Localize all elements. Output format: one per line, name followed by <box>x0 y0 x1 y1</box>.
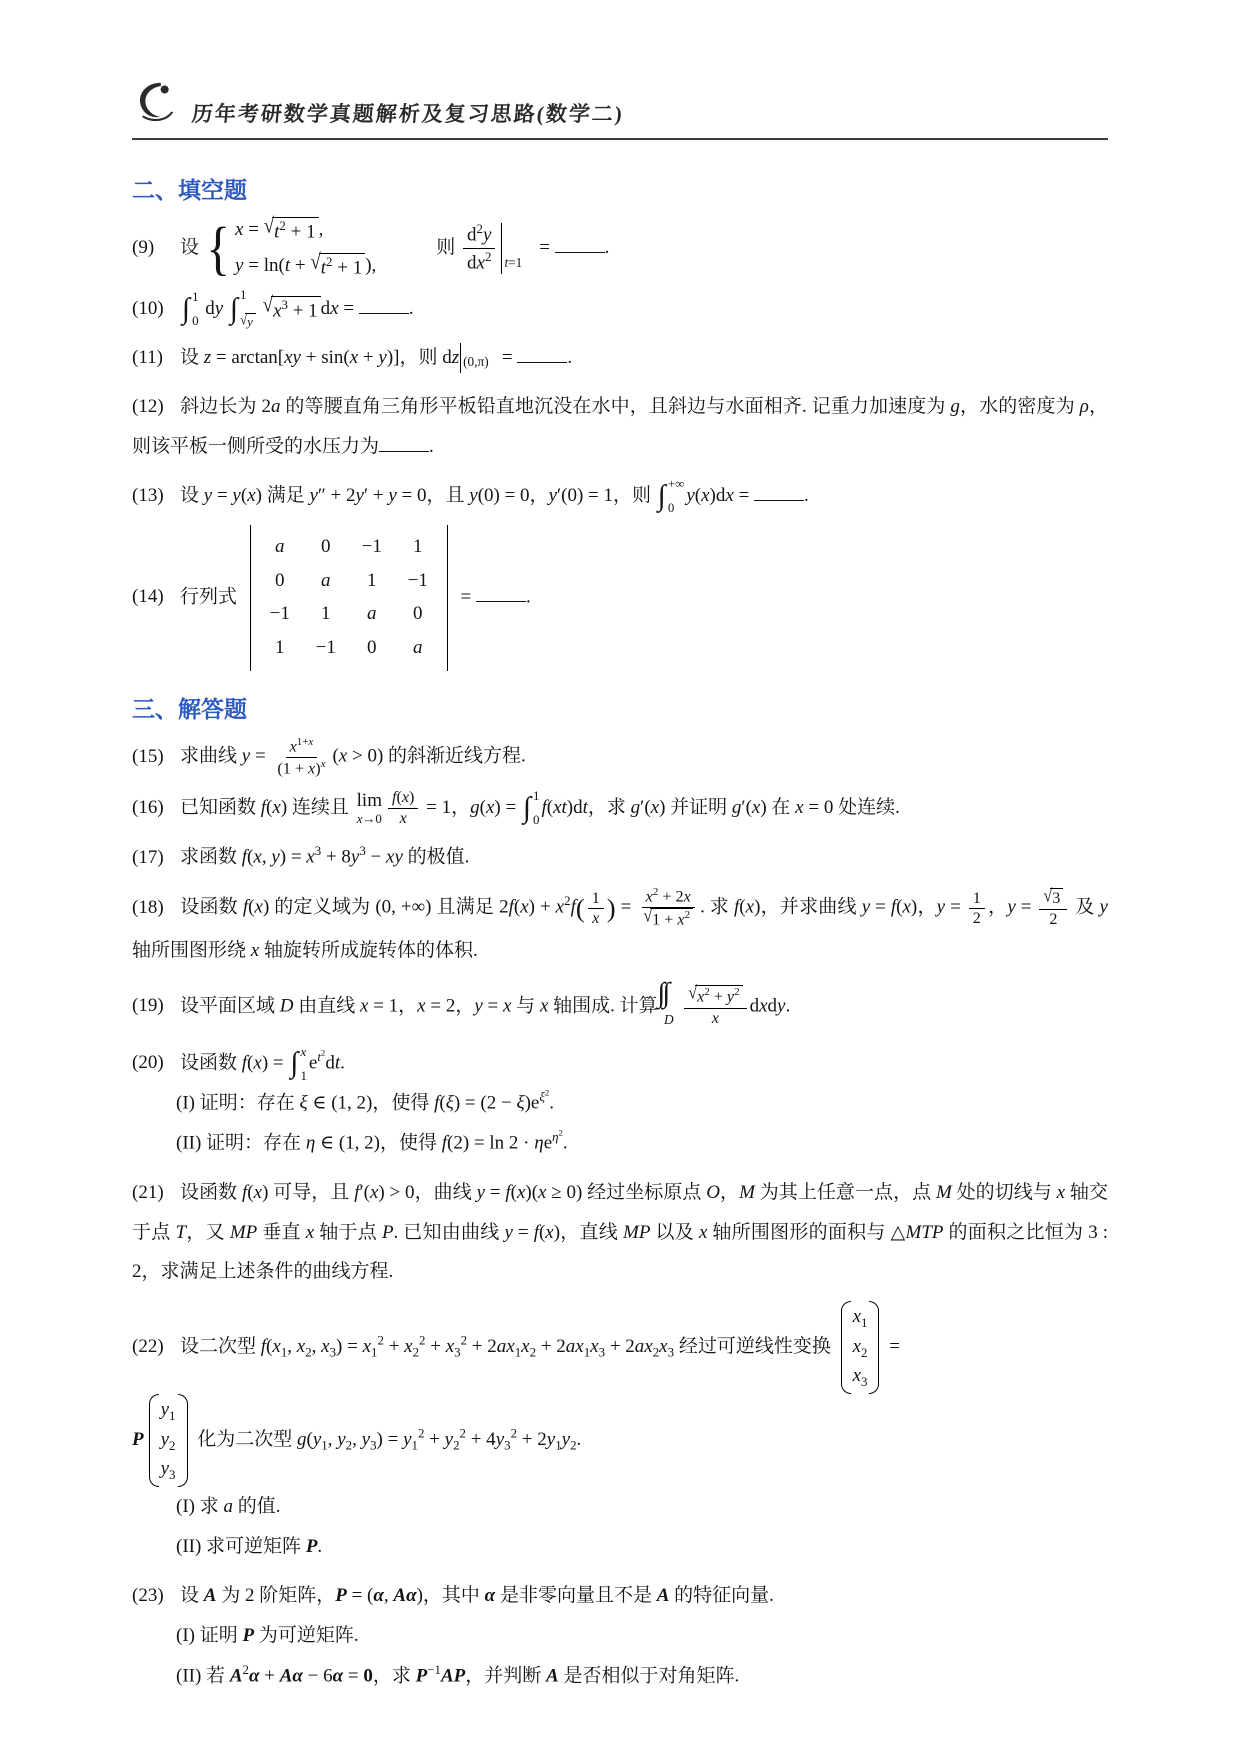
problem-number: (21) <box>132 1181 164 1203</box>
problem-body: (9) 设 { x = √ $t^2 + 1$ , y = ln(t + √ $t^2 + 1$ ), 则 $\frac{d^2y}{dx^2}$ t=1 = . <box>132 214 610 282</box>
problem-22 <box>132 1301 1108 1567</box>
problem-number: (15) <box>132 745 164 767</box>
problem-body: (11) 设 z = arctan[xy + sin(x + y)]，则 dz (0,π) = . <box>132 338 1108 378</box>
problem-body: (10) ∫ 1 0 dy ∫ 1 √ y √ $x^3 + 1$ dx = . <box>132 287 414 330</box>
problem-number: (9) <box>132 236 155 258</box>
problem-body: (18) 设函数 f(x) 的定义域为 (0, +∞) 且满足 $2f(x) + x^2f$( $\frac{1}{x}$ ) = $x^2 + 2x$ √ $1 + x^2$ . 求 f(x)，并求曲线 y = f(x)，y = $\frac{1}{2}$ ，y = √ 3 2 及 y 轴所围图形绕 x 轴旋转所成旋转体的体积. <box>132 886 1108 961</box>
problem-21 <box>132 1173 1108 1293</box>
evaluation-bar: (0,π) <box>460 343 461 372</box>
problem-13 <box>132 476 1108 516</box>
problem-17 <box>132 837 1108 877</box>
integral: ∫ x 1 <box>290 1043 307 1083</box>
problem-15 <box>132 736 1108 779</box>
problem-number: (16) <box>132 796 164 818</box>
inner-integral: ∫ 1 √ y <box>230 291 256 328</box>
integral: ∫ 1 0 <box>522 787 540 827</box>
problem-number: (22) <box>132 1336 164 1358</box>
answer-blank <box>476 584 526 602</box>
problem-body: (15) 求曲线 y = $\frac{x^{1+x}}{(1 + x)^x}$ (x > 0) 的斜渐近线方程. <box>132 736 526 778</box>
evaluation-bar: t=1 <box>501 223 502 274</box>
problem-body: (21) 设函数 f(x) 可导，且 f′(x) > 0，曲线 y = f(x)(x ≥ 0) 经过坐标原点 O，M 为其上任意一点，点 M 处的切线与 x 轴交于点 T，又 MP 垂直 x 轴于点 P. 已知由曲线 y = f(x)，直线 MP 以及 x 轴所围图形的面积与 △MTP 的面积之比恒为 3 : 2，求满足上述条件的曲线方程. <box>132 1173 1108 1293</box>
problem-line: (I) 证明：存在 ξ ∈ (1, 2)，使得 $f(\xi) = (2 - \xi)e^{\xi^2}$. <box>176 1087 555 1114</box>
problem-body: (17) 求函数 f(x, $y) = x^3 + 8y^3$ − xy 的极值. <box>132 837 1108 877</box>
problem-body: (13) 设 y = y(x) 满足 y″ + 2y′ + y = 0，且 y(0) = 0，y′(0) = 1，则 ∫ +∞ 0 y(x)dx = . <box>132 475 809 515</box>
problem-line: (I) 求 a 的值. <box>176 1496 281 1518</box>
left-brace: { <box>205 216 230 282</box>
problem-20 <box>132 1043 1108 1164</box>
swirl-moon-logo-icon <box>132 78 182 128</box>
problem-number: (13) <box>132 484 164 506</box>
column-vector-y: $y_1$ $y_2$ $y_3$ <box>149 1394 188 1487</box>
problem-10 <box>132 289 1108 329</box>
problem-line: (II) 若 $A^2\alpha + A\alpha - 6\alpha = 0$，求 $P^{-1}AP$，并判断 A 是否相似于对角矩阵. <box>176 1661 740 1687</box>
problem-body: (20) 设函数 f(x) = ∫ x 1 $e^{t^2}dt$. <box>132 1043 345 1083</box>
problem-body: (12) 斜边长为 2a 的等腰直角三角形平板铅直地沉没在水中，且斜边与水面相齐. 记重力加速度为 g，水的密度为 ρ，则该平板一侧所受的水压力为 . <box>132 387 1108 467</box>
problem-line: P $y_1$ $y_2$ $y_3$ 化为二次型 $g(y_1$, $y_2$, $y_3) = y_1^2 + y_2^2 + 4y_3^2 + 2y_1y_2$. <box>132 1394 1108 1487</box>
problem-number: (20) <box>132 1052 164 1074</box>
answer-blank <box>754 483 804 501</box>
column-vector-x: $x_1$ $x_2$ $x_3$ <box>841 1301 880 1394</box>
brand-title: 历年考研数学真题解析及复习思路(数学二) <box>190 102 625 126</box>
page-header <box>132 78 1108 140</box>
problem-number: (14) <box>132 586 164 608</box>
answer-blank <box>379 434 429 452</box>
problem-number: (23) <box>132 1584 164 1606</box>
answer-blank <box>359 296 409 314</box>
problem-number: (19) <box>132 995 164 1017</box>
section-title: 二、填空题 <box>132 177 247 203</box>
problem-number: (12) <box>132 395 164 417</box>
problem-number: (18) <box>132 896 164 918</box>
improper-integral: ∫ +∞ 0 <box>657 475 685 515</box>
answer-blank <box>555 235 605 253</box>
problem-number: (11) <box>132 347 163 369</box>
answer-blank <box>517 345 567 363</box>
problem-9 <box>132 214 1108 282</box>
problem-12 <box>132 387 1108 467</box>
problem-line: (I) 证明 P 为可逆矩阵. <box>176 1624 359 1646</box>
problem-19 <box>132 980 1108 1034</box>
problem-body: (16) 已知函数 f(x) 连续且 lim x→0 $\frac{f(x)}{x}$ = 1，g(x) = ∫ 1 0 f(xt)dt，求 g′(x) 并证明 g′(x) 在 x = 0 处连续. <box>132 787 900 827</box>
problem-number: (17) <box>132 846 164 868</box>
problem-body: (14) 行列式 a 0 −1 1 0 a 1 −1 −1 1 a 0 1 −1 0 a = . <box>132 525 1108 672</box>
problem-16 <box>132 788 1108 829</box>
content <box>132 140 1108 1696</box>
problem-line: (II) 证明：存在 η ∈ (1, 2)，使得 $f(2) = \ln 2 \cdot \eta e^{\eta^2}$. <box>176 1128 568 1154</box>
second-derivative-fraction: $\frac{d^2y}{dx^2}$ <box>463 221 495 276</box>
problem-18 <box>132 886 1108 970</box>
section-title: 三、解答题 <box>132 696 247 723</box>
problem-11 <box>132 338 1108 378</box>
problem-body: (19) 设平面区域 D 由直线 x = 1，x = 2，y = x 与 x 轴围成. 计算 D √ $x^2 + y^2$ x dxdy. <box>132 980 1108 1034</box>
problem-23 <box>132 1576 1108 1696</box>
problem-line: (II) 求可逆矩阵 P. <box>176 1536 323 1558</box>
problem-body: (23) 设 A 为 2 阶矩阵，P = (α, Aα)，其中 α 是非零向量且不是 A 的特征向量. <box>132 1576 1108 1616</box>
problem-body: (22) 设二次型 $f(x_1$, $x_2$, $x_3) = x_1^2 + x_2^2 + x_3^2 + 2ax_1x_2 + 2ax_1x_3 + 2ax_2x_3$ 经过可逆线性变换 $x_1$ $x_2$ $x_3$ = <box>132 1301 1108 1394</box>
outer-integral: ∫ 1 0 <box>182 289 199 329</box>
double-integral: D <box>663 1012 674 1028</box>
problem-number: (10) <box>132 298 164 320</box>
equation-system: { x = √ $t^2 + 1$ , y = ln(t + √ $t^2 + 1$ ), <box>205 214 377 282</box>
determinant: a 0 −1 1 0 a 1 −1 −1 1 a 0 1 −1 0 a <box>250 525 448 672</box>
problem-14 <box>132 525 1108 672</box>
limit: lim x→0 <box>356 789 382 826</box>
